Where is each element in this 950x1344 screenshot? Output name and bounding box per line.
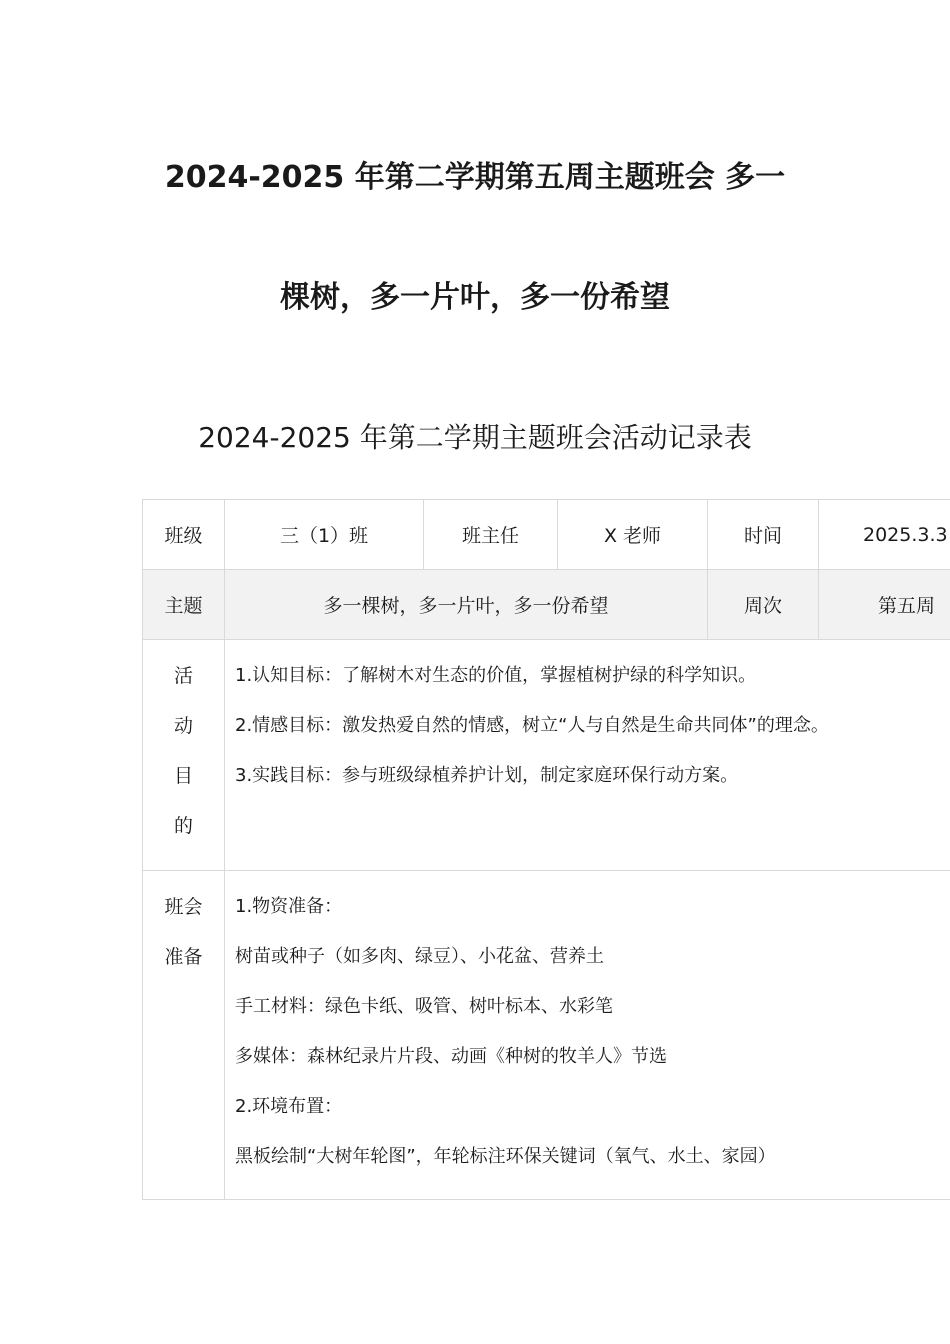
time-value: 2025.3.3 <box>819 500 950 570</box>
table-row-goals <box>143 640 950 871</box>
theme-label: 主题 <box>143 570 225 640</box>
goals-label-char: 动 <box>173 715 193 737</box>
goal-item: 1.认知目标：了解树木对生态的价值，掌握植树护绿的科学知识。 <box>235 665 757 686</box>
prep-item: 2.环境布置： <box>235 1096 343 1117</box>
table-row-basic-info <box>143 500 950 570</box>
goals-label <box>143 640 225 871</box>
table-row-theme <box>143 570 950 640</box>
prep-item: 树苗或种子（如多肉、绿豆）、小花盆、营养土 <box>235 946 604 967</box>
week-label: 周次 <box>708 570 819 640</box>
activity-record-table <box>142 499 950 1200</box>
prep-item: 多媒体：森林纪录片片段、动画《种树的牧羊人》节选 <box>235 1046 667 1067</box>
record-table-subtitle: 2024-2025 年第二学期主题班会活动记录表 <box>198 421 752 454</box>
preparation-label-line: 班会 <box>164 896 203 918</box>
class-label: 班级 <box>143 500 225 570</box>
goals-label-char: 目 <box>173 765 193 787</box>
teacher-value: X 老师 <box>558 500 708 570</box>
week-value: 第五周 <box>819 570 950 640</box>
document-title-line-1: 2024-2025 年第二学期第五周主题班会 多一 <box>164 160 786 195</box>
time-label: 时间 <box>708 500 819 570</box>
goals-label-char: 的 <box>173 815 193 837</box>
goal-item: 3.实践目标：参与班级绿植养护计划，制定家庭环保行动方案。 <box>235 765 739 786</box>
preparation-content <box>225 871 950 1200</box>
prep-item: 1.物资准备： <box>235 896 343 917</box>
class-value: 三（1）班 <box>225 500 424 570</box>
preparation-label-line: 准备 <box>164 946 203 968</box>
table-row-preparation <box>143 871 950 1200</box>
goals-label-char: 活 <box>173 665 193 687</box>
preparation-label <box>143 871 225 1200</box>
teacher-label: 班主任 <box>424 500 558 570</box>
goal-item: 2.情感目标：激发热爱自然的情感，树立“人与自然是生命共同体”的理念。 <box>235 715 829 736</box>
theme-value: 多一棵树，多一片叶，多一份希望 <box>225 570 708 640</box>
prep-item: 黑板绘制“大树年轮图”，年轮标注环保关键词（氧气、水土、家园） <box>235 1146 776 1167</box>
document-title-line-2: 棵树，多一片叶，多一份希望 <box>280 280 670 315</box>
goals-content <box>225 640 950 871</box>
prep-item: 手工材料：绿色卡纸、吸管、树叶标本、水彩笔 <box>235 996 613 1017</box>
